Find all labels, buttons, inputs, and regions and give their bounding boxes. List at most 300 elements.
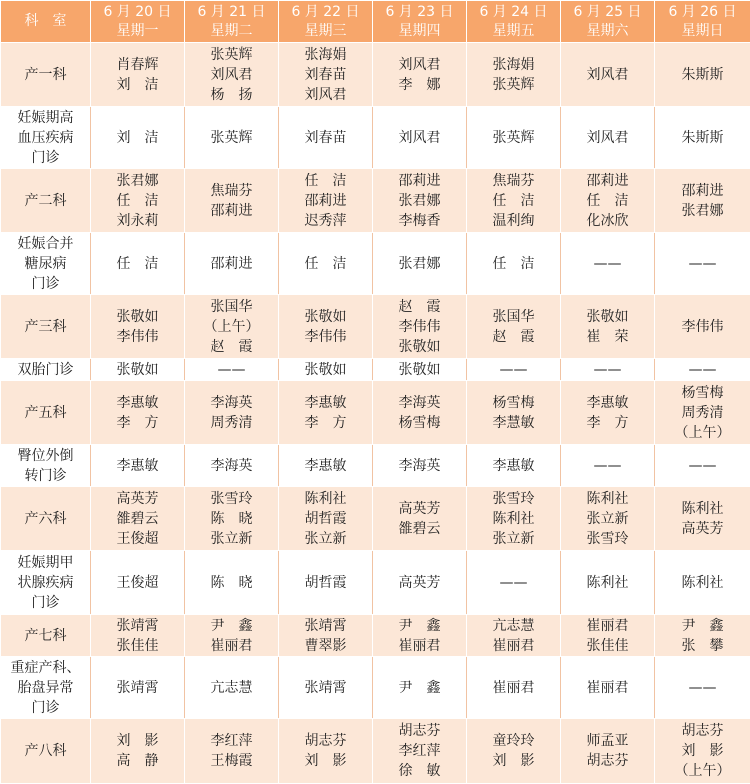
- doctor-name: 胡哲霞: [281, 509, 370, 529]
- doctor-name: 徐 敏: [375, 761, 464, 781]
- doctor-name: 杨雪梅: [657, 383, 748, 403]
- schedule-cell: [373, 169, 467, 233]
- schedule-cell: [279, 295, 373, 359]
- doctor-name: ——: [657, 360, 748, 380]
- doctor-name: 崔丽君: [187, 636, 276, 656]
- doctor-name: 胡志芬: [563, 751, 652, 771]
- schedule-cell: [467, 657, 561, 719]
- schedule-cell: [185, 295, 279, 359]
- doctor-name: 张靖霄: [93, 678, 182, 698]
- schedule-cell: [91, 295, 185, 359]
- schedule-cell: [561, 657, 655, 719]
- doctor-name: 刘风君: [281, 85, 370, 105]
- doctor-name: 任 洁: [93, 254, 182, 274]
- header-weekday: 星期一: [93, 22, 182, 41]
- header-date: 6 月 23 日: [375, 3, 464, 22]
- doctor-name: 张君娜: [93, 171, 182, 191]
- doctor-name: 李 方: [281, 413, 370, 433]
- doctor-name: 张敬如: [375, 360, 464, 380]
- doctor-name: 刘 影: [93, 731, 182, 751]
- doctor-name: 化冰欣: [563, 211, 652, 231]
- header-day-5: [467, 1, 561, 43]
- schedule-cell: [561, 233, 655, 295]
- doctor-name: 李慧敏: [469, 413, 558, 433]
- schedule-cell: [279, 487, 373, 551]
- schedule-cell: [279, 657, 373, 719]
- doctor-name: 陈 晓: [187, 509, 276, 529]
- schedule-cell: [561, 169, 655, 233]
- schedule-cell: [561, 615, 655, 657]
- schedule-cell: [373, 445, 467, 487]
- doctor-name: 李伟伟: [657, 317, 748, 337]
- doctor-name: 邵莉进: [281, 191, 370, 211]
- doctor-name: 邵莉进: [187, 201, 276, 221]
- doctor-name: 尹 鑫: [657, 616, 748, 636]
- schedule-cell: [373, 43, 467, 107]
- doctor-name: （上午）: [657, 423, 748, 443]
- doctor-name: 赵 霞: [187, 337, 276, 357]
- doctor-name: 张雪玲: [469, 489, 558, 509]
- schedule-cell: [561, 487, 655, 551]
- department-name-line: 状腺疾病: [3, 573, 88, 593]
- schedule-cell: [279, 381, 373, 445]
- doctor-name: 刘风君: [187, 65, 276, 85]
- doctor-name: 李红萍: [187, 731, 276, 751]
- department-cell: [1, 445, 91, 487]
- table-row: [1, 487, 750, 551]
- department-cell: [1, 107, 91, 169]
- schedule-cell: [373, 615, 467, 657]
- schedule-cell: [279, 169, 373, 233]
- department-name-line: 产二科: [3, 191, 88, 211]
- doctor-name: 张海娟: [281, 45, 370, 65]
- table-row: [1, 359, 750, 381]
- department-cell: [1, 719, 91, 784]
- header-day-4: [373, 1, 467, 43]
- doctor-name: ——: [563, 360, 652, 380]
- doctor-name: 高英芳: [375, 499, 464, 519]
- schedule-cell: [561, 719, 655, 784]
- doctor-name: 张英辉: [469, 128, 558, 148]
- schedule-cell: [279, 43, 373, 107]
- doctor-name: 雒碧云: [375, 519, 464, 539]
- schedule-cell: [91, 359, 185, 381]
- doctor-name: ——: [563, 254, 652, 274]
- schedule-cell: [279, 445, 373, 487]
- table-row: [1, 43, 750, 107]
- doctor-name: 刘永莉: [93, 211, 182, 231]
- doctor-name: 高英芳: [375, 573, 464, 593]
- table-body: [1, 43, 750, 784]
- header-date: 6 月 26 日: [657, 3, 748, 22]
- doctor-name: 刘 影: [281, 751, 370, 771]
- doctor-name: 李海英: [187, 456, 276, 476]
- department-name-line: 重症产科、: [3, 658, 88, 678]
- doctor-name: 亢志慧: [469, 616, 558, 636]
- doctor-name: 张英辉: [187, 45, 276, 65]
- table-row: [1, 551, 750, 615]
- schedule-cell: [185, 233, 279, 295]
- schedule-cell: [91, 169, 185, 233]
- header-day-3: [279, 1, 373, 43]
- doctor-name: 陈利社: [657, 573, 748, 593]
- table-row: [1, 445, 750, 487]
- doctor-name: 任 洁: [469, 191, 558, 211]
- doctor-name: 邵莉进: [187, 254, 276, 274]
- header-date: 6 月 25 日: [563, 3, 652, 22]
- schedule-cell: [467, 551, 561, 615]
- table-header: [1, 1, 750, 43]
- doctor-name: 张敬如: [281, 307, 370, 327]
- doctor-name: 崔 荣: [563, 327, 652, 347]
- doctor-name: 邵莉进: [657, 181, 748, 201]
- doctor-name: 崔丽君: [563, 678, 652, 698]
- department-name-line: 产三科: [3, 317, 88, 337]
- department-name-line: 门诊: [3, 698, 88, 718]
- schedule-cell: [373, 487, 467, 551]
- doctor-name: 陈 晓: [187, 573, 276, 593]
- department-name-line: 妊娠期高: [3, 108, 88, 128]
- doctor-name: 王俊超: [93, 529, 182, 549]
- doctor-name: 李惠敏: [563, 393, 652, 413]
- doctor-name: ——: [187, 360, 276, 380]
- department-name-line: 产七科: [3, 626, 88, 646]
- header-weekday: 星期六: [563, 22, 652, 41]
- schedule-cell: [655, 657, 750, 719]
- schedule-cell: [655, 719, 750, 784]
- schedule-cell: [655, 107, 750, 169]
- doctor-name: 王梅霞: [187, 751, 276, 771]
- doctor-name: 张 攀: [657, 636, 748, 656]
- doctor-name: 崔丽君: [469, 636, 558, 656]
- department-name-line: 糖尿病: [3, 254, 88, 274]
- doctor-name: 李惠敏: [93, 393, 182, 413]
- schedule-cell: [91, 657, 185, 719]
- header-day-6: [561, 1, 655, 43]
- department-cell: [1, 381, 91, 445]
- doctor-name: 张英辉: [469, 75, 558, 95]
- doctor-name: 张靖霄: [281, 678, 370, 698]
- schedule-cell: [467, 445, 561, 487]
- department-name-line: 双胎门诊: [3, 360, 88, 380]
- schedule-cell: [279, 359, 373, 381]
- doctor-name: 陈利社: [657, 499, 748, 519]
- schedule-cell: [91, 719, 185, 784]
- doctor-name: 周秀清: [657, 403, 748, 423]
- schedule-cell: [561, 381, 655, 445]
- doctor-name: 尹 鑫: [375, 616, 464, 636]
- department-name-line: 胎盘异常: [3, 678, 88, 698]
- schedule-cell: [279, 551, 373, 615]
- header-weekday: 星期二: [187, 22, 276, 41]
- doctor-name: 任 洁: [281, 171, 370, 191]
- doctor-name: 尹 鑫: [375, 678, 464, 698]
- doctor-name: 张英辉: [187, 128, 276, 148]
- header-day-2: [185, 1, 279, 43]
- doctor-name: 胡志芬: [657, 721, 748, 741]
- table-row: [1, 233, 750, 295]
- header-weekday: 星期四: [375, 22, 464, 41]
- schedule-cell: [561, 107, 655, 169]
- doctor-name: 李惠敏: [469, 456, 558, 476]
- doctor-name: 李惠敏: [281, 393, 370, 413]
- doctor-name: 张立新: [187, 529, 276, 549]
- table-row: [1, 381, 750, 445]
- schedule-cell: [279, 719, 373, 784]
- header-day-1: [91, 1, 185, 43]
- doctor-name: 张立新: [469, 529, 558, 549]
- table-row: [1, 107, 750, 169]
- schedule-cell: [91, 487, 185, 551]
- schedule-cell: [467, 487, 561, 551]
- department-name-line: 妊娠期甲: [3, 553, 88, 573]
- doctor-name: （上午）: [657, 761, 748, 781]
- schedule-cell: [91, 615, 185, 657]
- schedule-cell: [373, 381, 467, 445]
- schedule-cell: [655, 381, 750, 445]
- doctor-name: 赵 霞: [469, 327, 558, 347]
- schedule-cell: [91, 107, 185, 169]
- doctor-name: 崔丽君: [469, 678, 558, 698]
- doctor-name: 李海英: [375, 393, 464, 413]
- department-cell: [1, 169, 91, 233]
- doctor-name: 张敬如: [281, 360, 370, 380]
- doctor-name: 张敬如: [375, 337, 464, 357]
- schedule-cell: [655, 551, 750, 615]
- schedule-cell: [91, 445, 185, 487]
- schedule-cell: [185, 615, 279, 657]
- doctor-name: 李 方: [93, 413, 182, 433]
- doctor-name: 李海英: [375, 456, 464, 476]
- doctor-name: ——: [469, 360, 558, 380]
- schedule-cell: [185, 719, 279, 784]
- doctor-name: 刘风君: [563, 65, 652, 85]
- doctor-name: 亢志慧: [187, 678, 276, 698]
- header-day-7: [655, 1, 750, 43]
- doctor-name: ——: [657, 456, 748, 476]
- doctor-name: 邵莉进: [375, 171, 464, 191]
- doctor-name: 张靖霄: [93, 616, 182, 636]
- schedule-cell: [561, 445, 655, 487]
- doctor-name: 胡哲霞: [281, 573, 370, 593]
- doctor-name: 杨雪梅: [375, 413, 464, 433]
- department-name-line: 产一科: [3, 65, 88, 85]
- department-cell: [1, 487, 91, 551]
- schedule-cell: [185, 169, 279, 233]
- doctor-name: ——: [469, 573, 558, 593]
- schedule-cell: [655, 43, 750, 107]
- department-name-line: 血压疾病: [3, 128, 88, 148]
- doctor-name: 杨 扬: [187, 85, 276, 105]
- department-name-line: 妊娠合并: [3, 234, 88, 254]
- header-date: 6 月 22 日: [281, 3, 370, 22]
- doctor-name: 赵 霞: [375, 297, 464, 317]
- doctor-name: 焦瑞芬: [469, 171, 558, 191]
- schedule-cell: [467, 295, 561, 359]
- doctor-name: 高英芳: [93, 489, 182, 509]
- schedule-cell: [655, 615, 750, 657]
- schedule-cell: [655, 445, 750, 487]
- doctor-name: 刘风君: [375, 55, 464, 75]
- doctor-name: 张立新: [281, 529, 370, 549]
- department-cell: [1, 295, 91, 359]
- schedule-cell: [655, 487, 750, 551]
- doctor-name: 李 方: [563, 413, 652, 433]
- doctor-name: 刘 影: [469, 751, 558, 771]
- doctor-name: 李伟伟: [375, 317, 464, 337]
- department-name-line: 门诊: [3, 593, 88, 613]
- department-cell: [1, 43, 91, 107]
- doctor-name: 刘春苗: [281, 65, 370, 85]
- schedule-cell: [373, 233, 467, 295]
- header-department: [1, 1, 91, 43]
- doctor-name: 张敬如: [563, 307, 652, 327]
- doctor-name: 李惠敏: [281, 456, 370, 476]
- doctor-name: 张雪玲: [563, 529, 652, 549]
- department-name-line: 门诊: [3, 148, 88, 168]
- schedule-cell: [185, 43, 279, 107]
- doctor-name: 张国华: [187, 297, 276, 317]
- schedule-cell: [467, 169, 561, 233]
- header-date: 6 月 20 日: [93, 3, 182, 22]
- header-department-label: 科 室: [25, 13, 67, 29]
- doctor-name: 张敬如: [93, 360, 182, 380]
- schedule-cell: [655, 233, 750, 295]
- department-name-line: 转门诊: [3, 466, 88, 486]
- doctor-name: 刘 洁: [93, 128, 182, 148]
- department-name-line: 产六科: [3, 509, 88, 529]
- doctor-name: 刘 影: [657, 741, 748, 761]
- schedule-cell: [561, 359, 655, 381]
- doctor-name: 温利绚: [469, 211, 558, 231]
- doctor-name: ——: [657, 254, 748, 274]
- department-name-line: 门诊: [3, 274, 88, 294]
- doctor-name: 胡志芬: [281, 731, 370, 751]
- doctor-name: 崔丽君: [563, 616, 652, 636]
- schedule-cell: [467, 381, 561, 445]
- schedule-cell: [279, 615, 373, 657]
- department-name-line: 臀位外倒: [3, 446, 88, 466]
- schedule-cell: [655, 169, 750, 233]
- doctor-name: 张君娜: [657, 201, 748, 221]
- department-cell: [1, 551, 91, 615]
- doctor-name: 任 洁: [469, 254, 558, 274]
- schedule-cell: [91, 43, 185, 107]
- doctor-name: 任 洁: [563, 191, 652, 211]
- schedule-cell: [467, 719, 561, 784]
- doctor-name: 李 娜: [375, 75, 464, 95]
- doctor-name: 雒碧云: [93, 509, 182, 529]
- doctor-name: 张佳佳: [563, 636, 652, 656]
- schedule-cell: [373, 551, 467, 615]
- schedule-cell: [91, 551, 185, 615]
- doctor-name: 张立新: [563, 509, 652, 529]
- doctor-name: 曹翠影: [281, 636, 370, 656]
- header-weekday: 星期三: [281, 22, 370, 41]
- department-cell: [1, 657, 91, 719]
- doctor-name: 崔丽君: [375, 636, 464, 656]
- schedule-cell: [91, 233, 185, 295]
- schedule-cell: [185, 381, 279, 445]
- schedule-cell: [655, 359, 750, 381]
- department-cell: [1, 233, 91, 295]
- doctor-name: 童玲玲: [469, 731, 558, 751]
- schedule-cell: [91, 381, 185, 445]
- table-row: [1, 657, 750, 719]
- doctor-name: 肖春辉: [93, 55, 182, 75]
- department-cell: [1, 359, 91, 381]
- doctor-name: 李海英: [187, 393, 276, 413]
- doctor-name: 陈利社: [281, 489, 370, 509]
- schedule-cell: [467, 359, 561, 381]
- doctor-name: 张雪玲: [187, 489, 276, 509]
- header-weekday: 星期日: [657, 22, 748, 41]
- schedule-cell: [279, 107, 373, 169]
- doctor-name: （上午）: [187, 317, 276, 337]
- schedule-cell: [185, 359, 279, 381]
- doctor-name: 师孟亚: [563, 731, 652, 751]
- doctor-name: 张佳佳: [93, 636, 182, 656]
- doctor-name: 刘春苗: [281, 128, 370, 148]
- doctor-name: 刘风君: [375, 128, 464, 148]
- doctor-name: 李伟伟: [93, 327, 182, 347]
- doctor-name: ——: [563, 456, 652, 476]
- doctor-name: 李惠敏: [93, 456, 182, 476]
- schedule-cell: [373, 295, 467, 359]
- schedule-cell: [561, 43, 655, 107]
- doctor-name: 邵莉进: [563, 171, 652, 191]
- doctor-name: 张靖霄: [281, 616, 370, 636]
- header-date: 6 月 24 日: [469, 3, 558, 22]
- department-name-line: 产八科: [3, 741, 88, 761]
- schedule-cell: [185, 657, 279, 719]
- doctor-name: 王俊超: [93, 573, 182, 593]
- doctor-name: 李梅香: [375, 211, 464, 231]
- table-row: [1, 615, 750, 657]
- table-row: [1, 169, 750, 233]
- doctor-name: 杨雪梅: [469, 393, 558, 413]
- doctor-name: 张海娟: [469, 55, 558, 75]
- doctor-name: 焦瑞芬: [187, 181, 276, 201]
- doctor-name: 陈利社: [563, 573, 652, 593]
- schedule-cell: [561, 551, 655, 615]
- doctor-name: 尹 鑫: [187, 616, 276, 636]
- schedule-cell: [373, 107, 467, 169]
- doctor-name: 张敬如: [93, 307, 182, 327]
- doctor-name: 周秀清: [187, 413, 276, 433]
- doctor-name: 迟秀萍: [281, 211, 370, 231]
- doctor-name: 朱斯斯: [657, 65, 748, 85]
- table-row: [1, 295, 750, 359]
- header-weekday: 星期五: [469, 22, 558, 41]
- schedule-cell: [279, 233, 373, 295]
- schedule-cell: [467, 233, 561, 295]
- schedule-cell: [467, 615, 561, 657]
- doctor-name: 陈利社: [563, 489, 652, 509]
- schedule-cell: [185, 445, 279, 487]
- doctor-name: 高英芳: [657, 519, 748, 539]
- doctor-name: 胡志芬: [375, 721, 464, 741]
- doctor-name: 张君娜: [375, 254, 464, 274]
- doctor-name: 张国华: [469, 307, 558, 327]
- doctor-name: 刘风君: [563, 128, 652, 148]
- doctor-name: ——: [657, 678, 748, 698]
- schedule-cell: [185, 551, 279, 615]
- doctor-name: 朱斯斯: [657, 128, 748, 148]
- schedule-cell: [373, 359, 467, 381]
- header-date: 6 月 21 日: [187, 3, 276, 22]
- schedule-cell: [373, 657, 467, 719]
